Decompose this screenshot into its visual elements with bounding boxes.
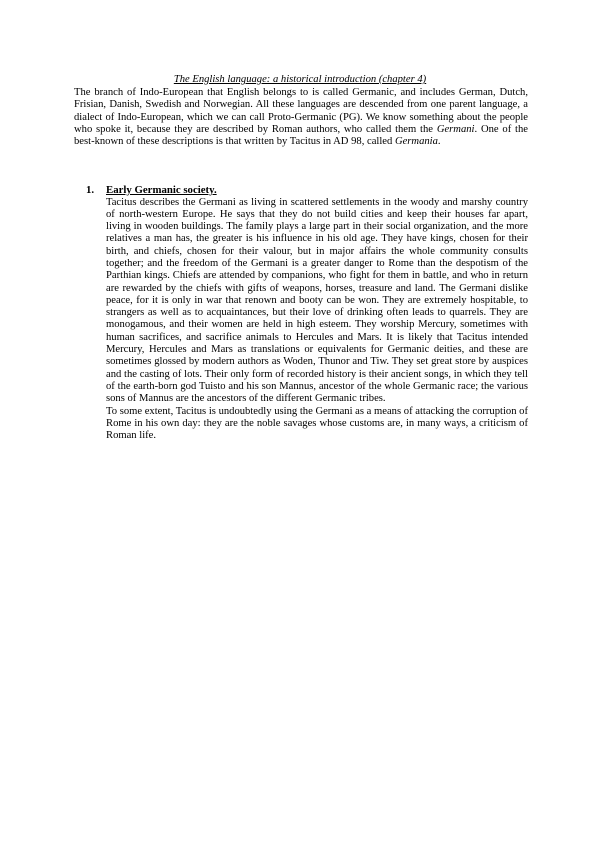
section-number: 1. bbox=[86, 184, 95, 196]
document-title: The English language: a historical introduction (chapter 4) bbox=[173, 74, 427, 85]
intro-text-part: . One of the best-known of these descriptions is that written by Tacitus in AD 98, called bbox=[74, 123, 528, 148]
section-paragraph-2: To some extent, Tacitus is undoubtedly using the Germani as a means of attacking the corruption of Rome in his own day: they are the noble savages whose customs are, in many ways, a criticism of Roman life. bbox=[106, 405, 528, 442]
section-paragraph-1: Tacitus describes the Germani as living in scattered settlements in the woody and marshy country of north-western Europe. He says that they do not build cities and keep their houses far apart, living in wooden buildings. The family plays a large part in their social organization, and the more relatives a man has, the greater is his influence in his old age. They have kings, chosen for their birth, and chiefs, chosen for their valour, but in major affairs the whole community consults together; and the freedom of the Germani is a greater danger to Rome than the despotism of the Parthian kings. Chiefs are attended by companions, who fight for them in battle, and who in return are rewarded by the chiefs with gifts of weapons, horses, treasure and land. The Germani dislike peace, for it is only in war that renown and booty can be won. They are extremely hospitable, to strangers as well as to acquaintances, but their love of drinking often leads to quarrels. They are monogamous, and their women are held in high esteem. They worship Mercury, sometimes with human sacrifices, and sacrifice animals to Hercules and Mars. It is likely that Tacitus intended Mercury, Hercules and Mars as translations or equivalents for Germanic deities, and these are sometimes glossed by modern authors as Woden, Thunor and Tiw. They set great store by auspices and the casting of lots. Their only form of recorded history is their ancient songs, in which they tell of the earth-born god Tuisto and his son Mannus, ancestor of the whole Germanic race; the various sons of Mannus are the ancestors of the different Germanic tribes. bbox=[106, 196, 528, 405]
intro-text-part: . bbox=[437, 136, 441, 148]
intro-paragraph bbox=[74, 87, 528, 148]
section-title: Early Germanic society. bbox=[106, 184, 217, 196]
section-body bbox=[106, 197, 528, 443]
intro-germani-term: Germani bbox=[436, 123, 475, 135]
intro-text-part: The branch of Indo-European that English belongs to is called Germanic, and includes German, Dutch, Frisian, Danish, Swedish and Norwegian. All these languages are descended from one parent language, a dialect of Indo-European, which we can call Proto-Germanic (PG). We know something about the people who spoke it, because they are described by Roman authors, who called them the bbox=[74, 87, 528, 135]
section-early-germanic-society bbox=[86, 184, 528, 442]
intro-germania-title: Germania bbox=[394, 136, 438, 148]
section-heading bbox=[86, 184, 528, 197]
